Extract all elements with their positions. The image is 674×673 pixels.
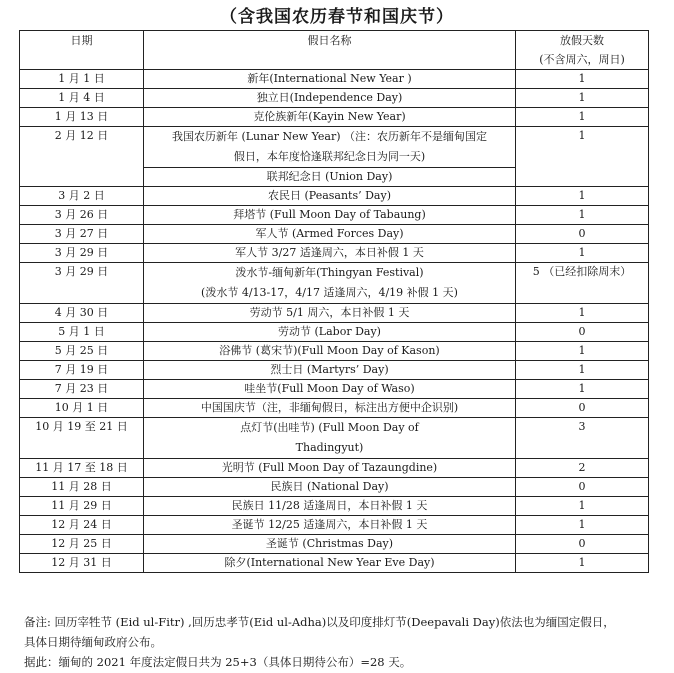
row-name: 劳动节 5/1 周六，本日补假 1 天	[144, 304, 516, 323]
row-name: 烈士日 (Martyrs’ Day)	[144, 361, 516, 380]
header-name: 假日名称	[144, 31, 516, 70]
table-row	[20, 127, 649, 168]
row-days: 5 （已经扣除周末）	[516, 263, 649, 304]
row-days: 0	[516, 535, 649, 554]
table-row	[20, 418, 649, 459]
row-date: 3 月 26 日	[20, 206, 144, 225]
row-date: 12 月 31 日	[20, 554, 144, 573]
row-name: 圣诞节 12/25 适逢周六，本日补假 1 天	[144, 516, 516, 535]
row-name: 新年(International New Year )	[144, 70, 516, 89]
header-days-line2: (不含周六，周日)	[539, 53, 625, 66]
row-name: 军人节 3/27 适逢周六，本日补假 1 天	[144, 244, 516, 263]
row-name-line2: 假日，本年度恰逢联邦纪念日为同一天)	[233, 150, 426, 163]
row-days: 1	[516, 304, 649, 323]
row-days: 1	[516, 187, 649, 206]
table-row	[20, 361, 649, 380]
row-date: 1 月 4 日	[20, 89, 144, 108]
note-line: 具体日期待缅甸政府公布。	[24, 635, 162, 649]
row-name	[144, 263, 516, 304]
row-date: 10 月 19 至 21 日	[20, 418, 144, 459]
row-date: 5 月 25 日	[20, 342, 144, 361]
table-row	[20, 108, 649, 127]
row-name: 中国国庆节（注，非缅甸假日，标注出方便中企识别)	[144, 399, 516, 418]
table-row	[20, 399, 649, 418]
row-name	[144, 418, 516, 459]
row-name: 哇坐节(Full Moon Day of Waso)	[144, 380, 516, 399]
header-days	[516, 31, 649, 70]
table-row	[20, 225, 649, 244]
row-date: 11 月 29 日	[20, 497, 144, 516]
row-date: 11 月 17 至 18 日	[20, 459, 144, 478]
row-date: 3 月 29 日	[20, 263, 144, 304]
table-row	[20, 206, 649, 225]
table-header-row	[20, 31, 649, 70]
row-name: 拜塔节 (Full Moon Day of Tabaung)	[144, 206, 516, 225]
table-row	[20, 263, 649, 304]
row-days: 1	[516, 244, 649, 263]
row-name: 浴佛节 (葛宋节)(Full Moon Day of Kason)	[144, 342, 516, 361]
row-days: 1	[516, 554, 649, 573]
row-name	[144, 127, 516, 168]
row-days: 0	[516, 323, 649, 342]
row-days: 1	[516, 127, 649, 187]
row-date: 1 月 1 日	[20, 70, 144, 89]
notes-section	[24, 612, 654, 672]
row-name: 除夕(International New Year Eve Day)	[144, 554, 516, 573]
row-days: 1	[516, 70, 649, 89]
row-days: 1	[516, 206, 649, 225]
row-date: 2 月 12 日	[20, 127, 144, 187]
header-date: 日期	[20, 31, 144, 70]
row-date: 5 月 1 日	[20, 323, 144, 342]
page-title: （含我国农历春节和国庆节）	[220, 7, 454, 27]
row-name: 民族日 11/28 适逢周日，本日补假 1 天	[144, 497, 516, 516]
table-row	[20, 89, 649, 108]
row-days: 1	[516, 108, 649, 127]
table-row	[20, 323, 649, 342]
table-row	[20, 342, 649, 361]
row-name: 民族日 (National Day)	[144, 478, 516, 497]
row-date: 3 月 2 日	[20, 187, 144, 206]
table-row	[20, 70, 649, 89]
table-row	[20, 535, 649, 554]
row-name-line1: 泼水节-缅甸新年(Thingyan Festival)	[235, 266, 424, 279]
table-row	[20, 459, 649, 478]
table-row	[20, 516, 649, 535]
row-date: 12 月 25 日	[20, 535, 144, 554]
row-days: 0	[516, 399, 649, 418]
table-row	[20, 497, 649, 516]
row-date: 12 月 24 日	[20, 516, 144, 535]
note-line: 备注: 回历宰牲节 (Eid ul-Fitr) ,回历忠孝节(Eid ul-Adha)以及印度排灯节(Deepavali Day)依法也为缅国定假日，	[24, 615, 615, 629]
row-name-sub: 联邦纪念日 (Union Day)	[144, 168, 516, 187]
holiday-table	[19, 30, 649, 573]
row-days: 0	[516, 225, 649, 244]
row-name-line1: 点灯节(出哇节) (Full Moon Day of	[240, 421, 419, 434]
header-days-line1: 放假天数	[560, 34, 604, 47]
row-date: 4 月 30 日	[20, 304, 144, 323]
row-days: 1	[516, 361, 649, 380]
row-name: 劳动节 (Labor Day)	[144, 323, 516, 342]
row-date: 7 月 19 日	[20, 361, 144, 380]
table-row	[20, 304, 649, 323]
note-line: 据此：缅甸的 2021 年度法定假日共为 25+3（具体日期待公布）=28 天。	[24, 655, 412, 669]
row-name: 克伦族新年(Kayin New Year)	[144, 108, 516, 127]
table-row	[20, 187, 649, 206]
row-date: 1 月 13 日	[20, 108, 144, 127]
row-days: 1	[516, 342, 649, 361]
row-date: 3 月 27 日	[20, 225, 144, 244]
row-days: 3	[516, 418, 649, 459]
row-days: 1	[516, 516, 649, 535]
row-days: 2	[516, 459, 649, 478]
row-name: 农民日 (Peasants’ Day)	[144, 187, 516, 206]
row-name: 光明节 (Full Moon Day of Tazaungdine)	[144, 459, 516, 478]
row-name: 独立日(Independence Day)	[144, 89, 516, 108]
table-row	[20, 380, 649, 399]
row-date: 7 月 23 日	[20, 380, 144, 399]
row-name-line2: Thadingyut)	[295, 441, 364, 454]
row-date: 3 月 29 日	[20, 244, 144, 263]
row-name: 军人节 (Armed Forces Day)	[144, 225, 516, 244]
row-name: 圣诞节 (Christmas Day)	[144, 535, 516, 554]
row-date: 10 月 1 日	[20, 399, 144, 418]
row-days: 1	[516, 89, 649, 108]
table-row	[20, 554, 649, 573]
row-date: 11 月 28 日	[20, 478, 144, 497]
table-row	[20, 244, 649, 263]
row-days: 1	[516, 380, 649, 399]
row-name-line1: 我国农历新年 (Lunar New Year) （注：农历新年不是缅甸国定	[171, 130, 488, 143]
table-row	[20, 478, 649, 497]
row-days: 0	[516, 478, 649, 497]
row-days: 1	[516, 497, 649, 516]
row-name-line2: (泼水节 4/13-17，4/17 适逢周六，4/19 补假 1 天)	[201, 286, 458, 299]
